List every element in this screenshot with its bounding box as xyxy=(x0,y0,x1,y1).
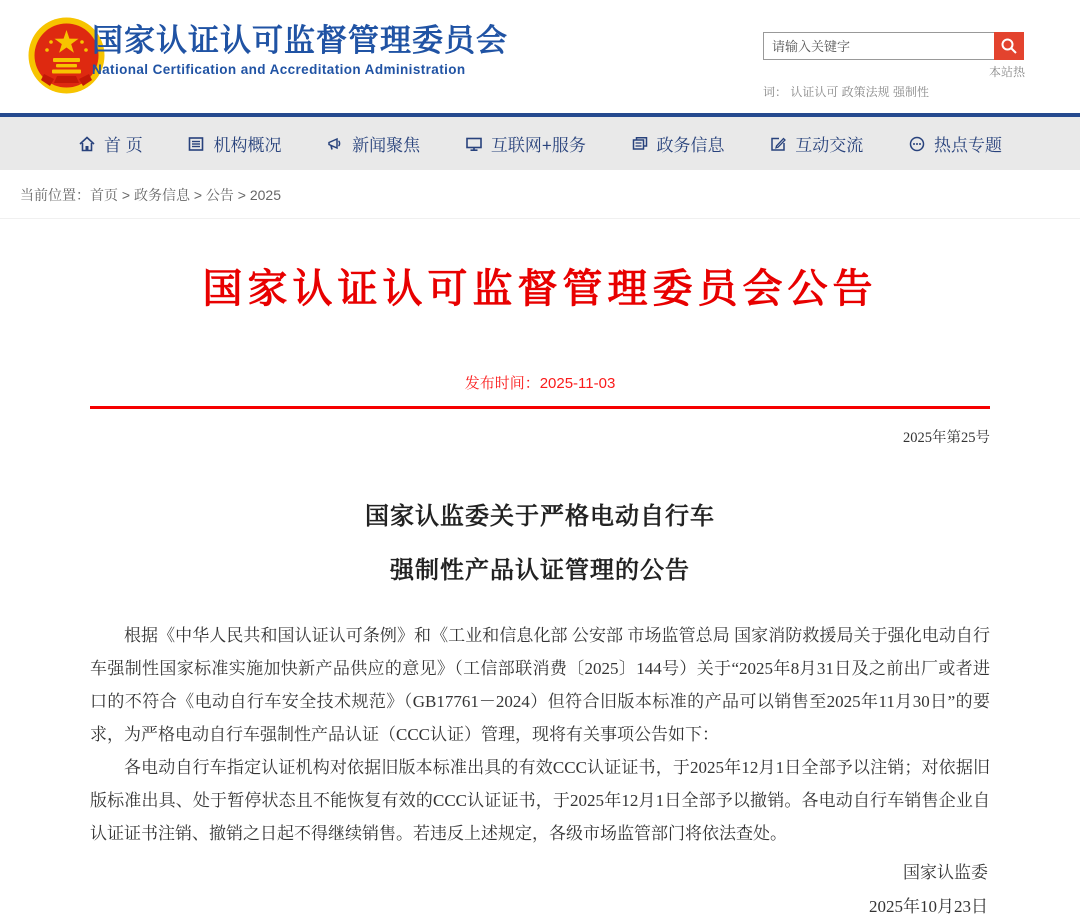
nav-item-interaction[interactable] xyxy=(769,131,863,156)
signature-date: 2025年10月23日 xyxy=(869,897,988,916)
document-number: 2025年第25号 xyxy=(903,430,990,446)
paragraph-1: 根据《中华人民共和国认证认可条例》和《工业和信息化部 公安部 市场监管总局 国家消防救援局关于强化电动自行车强制性国家标准实施加快新产品供应的意见》（工信部联消费〔2025〕144号）关于“2025年8月31日及之前出厂或者进口的不符合《电动自行车安全技术规范》（GB17761－2024）但符合旧版本标准的产品可以销售至2025年11月30日”的要求，为严格电动自行车强制性产品认证（CCC认证）管理，现将有关事项公告如下： xyxy=(90,626,990,744)
hot-words-line2[interactable]: 词： 认证认可 政策法规 强制性 xyxy=(763,85,930,99)
publish-time: 发布时间：2025-11-03 xyxy=(464,375,616,392)
announcement-banner-title: 国家认证认可监督管理委员会公告 xyxy=(202,265,878,312)
nav-item-news[interactable] xyxy=(326,131,420,156)
signature-block xyxy=(90,856,990,924)
nav-label: 互联网+服务 xyxy=(490,136,586,155)
signature-issuer: 国家认监委 xyxy=(903,863,988,882)
documents-icon xyxy=(631,135,649,153)
site-title-en: National Certification and Accreditation Administration xyxy=(92,62,466,77)
monitor-icon xyxy=(465,135,483,153)
nav-label: 热点专题 xyxy=(933,136,1002,155)
hot-words-line1: 本站热 xyxy=(988,65,1025,79)
document-title xyxy=(90,489,990,597)
nav-label: 机构概况 xyxy=(213,136,282,155)
search-area xyxy=(763,32,1025,100)
organization-icon xyxy=(187,135,205,153)
nav-item-home[interactable] xyxy=(78,131,143,156)
breadcrumb[interactable]: 当前位置：首页 > 政务信息 > 公告 > 2025 xyxy=(0,170,1080,219)
nav-item-organization[interactable] xyxy=(187,131,281,156)
nav-item-internet-services[interactable] xyxy=(465,131,586,156)
news-megaphone-icon xyxy=(326,135,344,153)
document-body xyxy=(90,619,990,850)
nav-label: 政务信息 xyxy=(656,136,725,155)
site-header xyxy=(0,0,1080,113)
document-title-line2: 强制性产品认证管理的公告 xyxy=(390,555,690,584)
paragraph-2: 各电动自行车指定认证机构对依据旧版本标准出具的有效CCC认证证书，于2025年12月1日全部予以注销；对依据旧版标准出具、处于暂停状态且不能恢复有效的CCC认证证书，于2025年12月1日全部予以撤销。各电动自行车销售企业自认证证书注销、撤销之日起不得继续销售。若违反上述规定，各级市场监管部门将依法查处。 xyxy=(90,758,990,843)
main-nav xyxy=(0,117,1080,170)
search-icon xyxy=(1000,37,1018,55)
search-button[interactable] xyxy=(994,32,1024,60)
nav-item-hot-topics[interactable] xyxy=(908,131,1002,156)
site-title-zh: 国家认证认可监督管理委员会 xyxy=(92,23,508,58)
chat-bubble-icon xyxy=(908,135,926,153)
document-title-line1: 国家认监委关于严格电动自行车 xyxy=(365,501,715,530)
edit-icon xyxy=(769,135,787,153)
red-rule-divider xyxy=(90,406,990,409)
home-icon xyxy=(78,135,96,153)
search-input[interactable] xyxy=(763,32,994,60)
nav-label: 互动交流 xyxy=(795,136,864,155)
nav-item-government-info[interactable] xyxy=(631,131,725,156)
announcement-article xyxy=(0,266,1080,924)
nav-label: 首 页 xyxy=(104,136,143,155)
nav-label: 新闻聚焦 xyxy=(352,136,421,155)
